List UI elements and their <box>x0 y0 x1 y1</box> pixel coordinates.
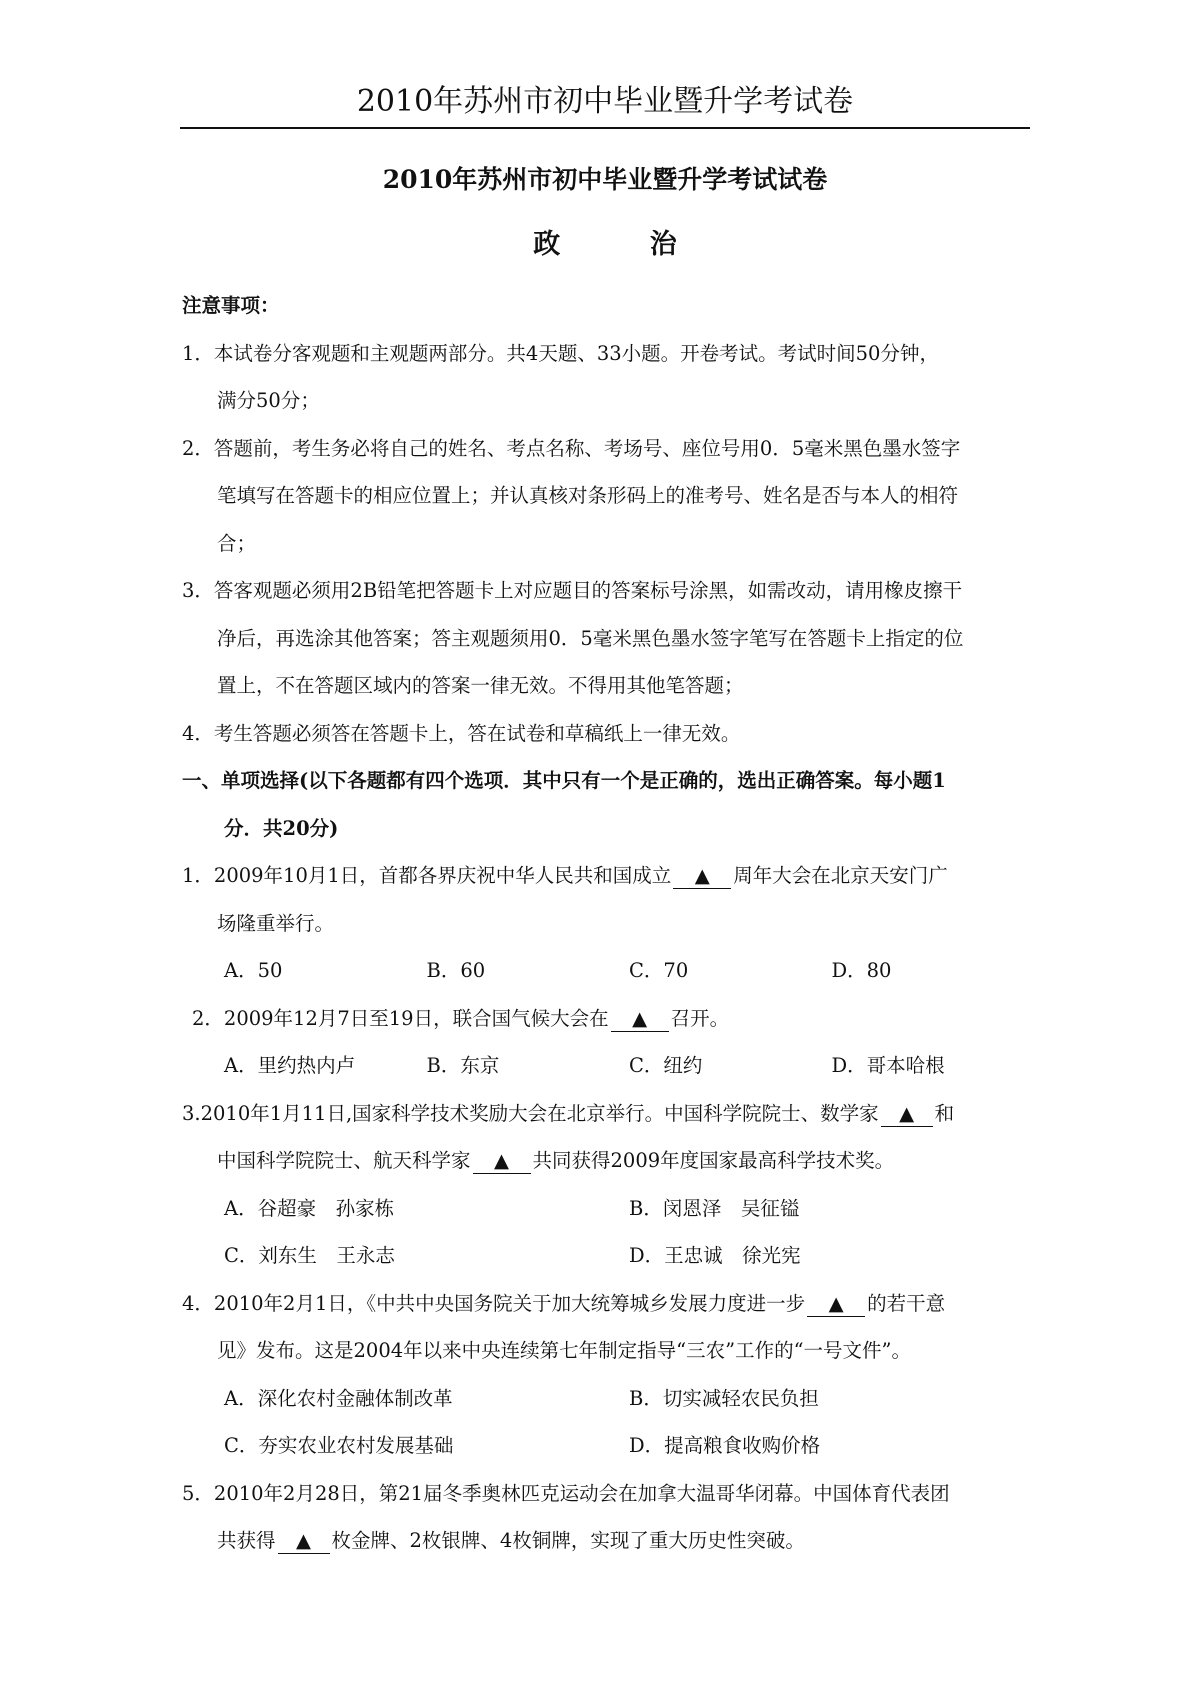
option-a: A．50 <box>224 959 283 982</box>
question-2-line-1 <box>182 995 1034 1043</box>
question-1-text-a: 1．2009年10月1日，首都各界庆祝中华人民共和国成立 <box>182 864 672 887</box>
option-a: A．深化农村金融体制改革 <box>224 1386 453 1410</box>
question-5-text-a: 共获得 <box>217 1529 276 1552</box>
question-1-options <box>182 947 1034 995</box>
note-1-line-2: 满分50分； <box>217 389 320 412</box>
option-c: C．纽约 <box>629 1054 703 1077</box>
question-4-options-row-1 <box>182 1375 1034 1423</box>
section-heading-line-2: 分．共20分) <box>224 816 339 840</box>
note-3-line-3: 置上，不在答题区域内的答案一律无效。不得用其他笔答题； <box>217 674 744 697</box>
subject-title: 政 治 <box>533 229 717 260</box>
option-c: C．70 <box>629 959 689 982</box>
question-5-line-2 <box>182 1517 1034 1565</box>
question-4-text-a: 4．2010年2月1日，《中共中央国务院关于加大统筹城乡发展力度进一步 <box>182 1291 806 1315</box>
answer-blank: ▲ <box>611 1007 669 1032</box>
note-2-line-1: 2．答题前，考生务必将自己的姓名、考点名称、考场号、座位号用0．5毫米黑色墨水签字 <box>182 436 961 460</box>
option-d: D．王忠诚 徐光宪 <box>629 1244 801 1267</box>
question-3-text-c: 中国科学院院士、航天科学家 <box>217 1149 471 1172</box>
question-1-line-1 <box>182 852 1034 900</box>
question-3-options-row-1 <box>182 1185 1034 1233</box>
question-4-line-2: 见》发布。这是2004年以来中央连续第七年制定指导“三农”工作的“一号文件”。 <box>217 1339 912 1362</box>
section-heading-line-1: 一、单项选择(以下各题都有四个选项．其中只有一个是正确的，选出正确答案。每小题1 <box>182 769 946 792</box>
exam-body <box>182 282 1034 1565</box>
question-3-options-row-2 <box>182 1232 1034 1280</box>
question-1-line-2: 场隆重举行。 <box>217 911 335 935</box>
header-divider <box>180 127 1030 129</box>
answer-blank: ▲ <box>807 1292 865 1317</box>
notes-heading: 注意事项： <box>182 294 280 317</box>
answer-blank: ▲ <box>881 1102 933 1127</box>
question-3-text-a: 3.2010年1月11日,国家科学技术奖励大会在北京举行。中国科学院院士、数学家 <box>182 1101 879 1125</box>
question-4-line-1 <box>182 1280 1034 1328</box>
question-3-text-b: 和 <box>934 1101 955 1125</box>
question-3-line-2 <box>182 1137 1034 1185</box>
note-2-line-3: 合； <box>217 531 257 555</box>
question-3-text-d: 共同获得2009年度国家最高科学技术奖。 <box>532 1149 895 1172</box>
question-5-text-b: 枚金牌、2枚银牌、4枚铜牌，实现了重大历史性突破。 <box>331 1529 805 1552</box>
option-c: C．刘东生 王永志 <box>224 1244 395 1267</box>
question-1-text-b: 周年大会在北京天安门广 <box>733 864 948 887</box>
option-d: D．提高粮食收购价格 <box>629 1434 821 1457</box>
option-a: A．谷超豪 孙家栋 <box>224 1196 395 1220</box>
question-4-text-b: 的若干意 <box>867 1291 946 1315</box>
question-2-text-a: 2．2009年12月7日至19日，联合国气候大会在 <box>192 1006 609 1030</box>
note-2-line-2: 笔填写在答题卡的相应位置上；并认真核对条形码上的准考号、姓名是否与本人的相符 <box>217 484 959 507</box>
option-b: B．东京 <box>426 1054 500 1077</box>
question-3-line-1 <box>182 1090 1034 1138</box>
note-1-line-1: 1．本试卷分客观题和主观题两部分。共4天题、33小题。开卷考试。考试时间50分钟， <box>182 341 939 365</box>
option-d: D．哥本哈根 <box>831 1054 945 1077</box>
answer-blank: ▲ <box>473 1149 531 1174</box>
answer-blank: ▲ <box>278 1529 330 1554</box>
option-a: A．里约热内卢 <box>224 1054 356 1077</box>
running-header: 2010年苏州市初中毕业暨升学考试卷 <box>356 84 854 119</box>
question-2-text-b: 召开。 <box>670 1006 730 1030</box>
document-title: 2010年苏州市初中毕业暨升学考试试卷 <box>382 165 828 194</box>
question-5-line-1: 5．2010年2月28日，第21届冬季奥林匹克运动会在加拿大温哥华闭幕。中国体育代表团 <box>182 1481 950 1505</box>
option-b: B．60 <box>426 959 486 982</box>
note-4-line-1: 4．考生答题必须答在答题卡上，答在试卷和草稿纸上一律无效。 <box>182 721 741 745</box>
note-3-line-1: 3．答客观题必须用2B铅笔把答题卡上对应题目的答案标号涂黑，如需改动，请用橡皮擦干 <box>182 579 963 602</box>
question-4-options-row-2 <box>182 1422 1034 1470</box>
note-3-line-2: 净后，再选涂其他答案；答主观题须用0．5毫米黑色墨水签字笔写在答题卡上指定的位 <box>217 626 964 650</box>
option-b: B．切实减轻农民负担 <box>629 1386 819 1410</box>
option-b: B．闵恩泽 吴征镒 <box>629 1196 800 1220</box>
question-2-options <box>182 1042 1034 1090</box>
option-c: C．夯实农业农村发展基础 <box>224 1434 454 1457</box>
answer-blank: ▲ <box>673 864 731 889</box>
option-d: D．80 <box>831 959 892 982</box>
